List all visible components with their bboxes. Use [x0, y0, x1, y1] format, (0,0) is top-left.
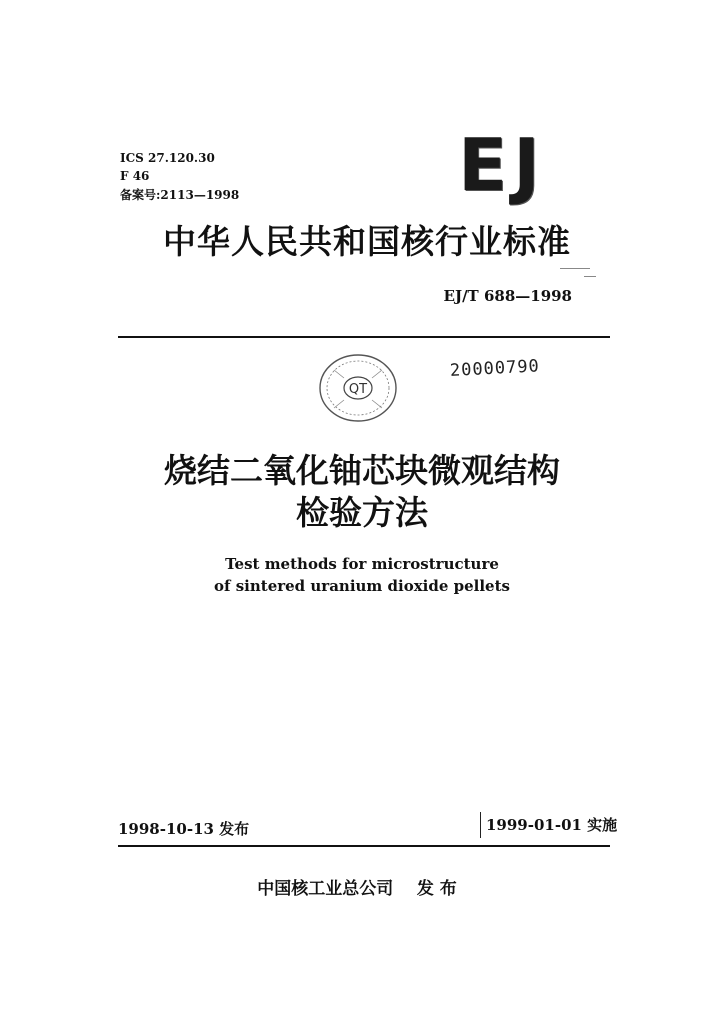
ics-code: ICS 27.120.30 — [120, 151, 215, 165]
standard-number: EJ/T 688—1998 — [443, 287, 572, 305]
issue-date: 1998-10-13 发布 — [118, 820, 250, 838]
publisher: 中国核工业总公司 发 布 — [257, 879, 457, 899]
document-code: 20000790 — [449, 356, 541, 381]
title-english-line-2: of sintered uranium dioxide pellets — [214, 577, 510, 595]
implementation-date: 1999-01-01 实施 — [480, 812, 617, 838]
scan-speck — [584, 276, 596, 277]
ej-logo: EJ — [458, 123, 546, 207]
bottom-divider — [118, 845, 610, 847]
title-chinese-line-1: 烧结二氧化铀芯块微观结构 — [164, 451, 560, 490]
scan-speck — [560, 268, 590, 269]
seal-text: QT — [348, 382, 368, 397]
title-english-line-1: Test methods for microstructure — [225, 555, 499, 573]
standard-category-title: 中华人民共和国核行业标准 — [163, 222, 571, 261]
record-number: 备案号:2113—1998 — [120, 188, 240, 202]
library-seal-stamp — [314, 350, 404, 430]
title-chinese-line-2: 检验方法 — [296, 493, 428, 532]
classification-code: F 46 — [120, 169, 150, 183]
top-divider — [118, 336, 610, 338]
